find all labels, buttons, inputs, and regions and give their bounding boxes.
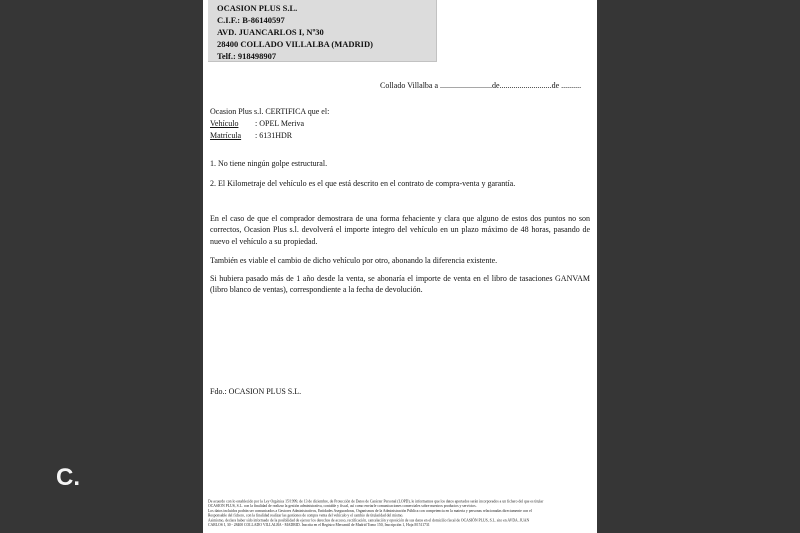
paragraph-exchange-option: También es viable el cambio de dicho vehículo por otro, abonando la diferencia existente. [210,256,498,265]
vehicle-value: : OPEL Meriva [255,119,305,129]
plate-row [210,130,329,142]
plate-value: : 6131HDR [255,131,293,141]
company-name: OCASION PLUS S.L. [217,3,298,13]
paragraph-ganvam-valuation: Si hubiera pasado más de 1 año desde la venta, se abonaría el importe de venta en el libro de tasaciones GANVAM (libro blanco de ventas), correspondiente a la fecha de devolución. [210,274,590,295]
point-no-structural-damage: 1. No tiene ningún golpe estructural. [210,159,328,168]
company-city: 28400 COLLADO VILLALBA (MADRID) [217,39,373,49]
page-index-label: C. [56,464,80,491]
signature-line: Fdo.: OCASION PLUS S.L. [210,387,302,396]
fineprint-line: Asimismo, declara haber sido informado de la posibilidad de ejercer los derechos de acceso, rectificación, cancelación y oposición de sus datos en el domicilio fiscal de OCASIÓN PLUS, S.L. sito en AVDA. JUAN [208,517,530,523]
company-address: AVD. JUANCARLOS I, Nº30 [217,27,324,37]
fineprint-line: Responsable del fichero, con la finalidad realizar las gestiones de compra venta del vehículo y el cambio de titularidad del mismo. [208,513,404,518]
paragraph-refund-policy: En el caso de que el comprador demostrara de una forma fehaciente y clara que alguno de estos dos puntos no son correctos, Ocasion Plus s.l. devolverá el importe íntegro del vehículo en un plazo máximo de 48 horas, pasando de nuevo el vehículo a su propiedad. [210,214,590,246]
company-phone: Telf.: 918498907 [217,51,277,61]
company-cif: C.I.F.: B-86140597 [217,15,285,25]
plate-label: Matrícula [210,131,242,141]
fineprint-line: Los datos incluidos podrán ser comunicados a Gestores Administrativos, Entidades Aseguradoras, Organismos de la Administración Pública con competencia en la materia y personas relacionadas directamente con el [208,508,532,513]
fineprint-line: OCASION PLUS, S.L. con la finalidad de realizar la gestión administrativa, contable y fiscal, así como enviarle comunicaciones comerciales sobre nuestros productos y servicios. [208,503,477,509]
certify-intro: Ocasion Plus s.l. CERTIFICA que el: [210,107,330,116]
company-header-block [208,0,437,62]
date-fill-in-line: Collado Villalba a ..........................de..........................de .......... [380,81,582,90]
certified-points-list [210,158,592,199]
legal-fineprint [208,499,595,529]
document-page [203,0,597,533]
fineprint-line: De acuerdo con lo establecido por la Ley Orgánica 15/1999, de 13 de diciembre, de Protección de Datos de Carácter Personal (LOPD), le informamos que los datos aportados serán incorporados a un fichero del que es titular [208,499,544,504]
fineprint-line: CARLOS I, 30 - 28400 COLLADO VILLALBA - MADRID. Inscrita en el Registro Mercantil de Madrid Tomo 150, Inscripción 1, Hoja M 511731 [208,522,430,528]
vehicle-label: Vehículo [210,119,239,129]
vehicle-row [210,118,329,130]
certification-section [210,106,329,143]
legal-fineprint-text [208,499,595,527]
point-mileage: 2. El Kilometraje del vehículo es el que está descrito en el contrato de compra-venta y garantía. [210,179,516,189]
